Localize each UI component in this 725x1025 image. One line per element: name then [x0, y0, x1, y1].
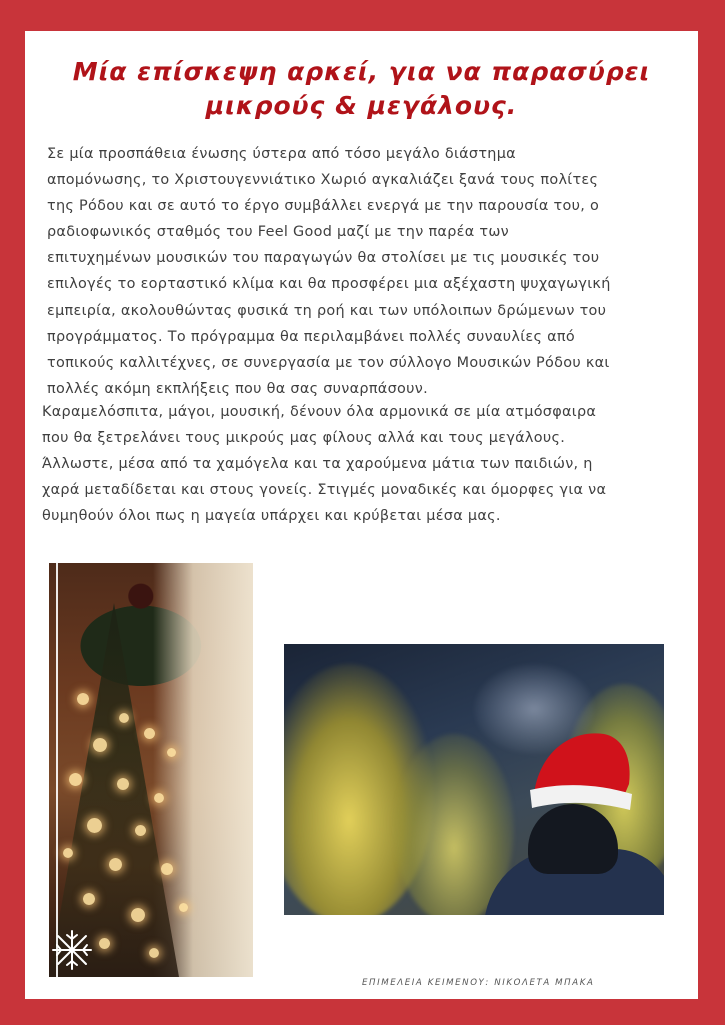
paragraph-line: πολλές ακόμη εκπλήξεις που θα σας συναρπάσουν. — [47, 380, 428, 397]
title-line-2: μικρούς & μεγάλους. — [205, 91, 518, 120]
bokeh-light — [93, 738, 107, 752]
bokeh-light — [131, 908, 145, 922]
paragraph-line: επιλογές το εορταστικό κλίμα και θα προσφέρει μια αξέχαστη ψυχαγωγική — [47, 276, 611, 293]
title-line-1: Μία επίσκεψη αρκεί, για να παρασύρει — [72, 57, 651, 86]
paragraph-line: Καραμελόσπιτα, μάγοι, μουσική, δένουν όλα αρμονικά σε μία ατμόσφαιρα — [42, 404, 597, 420]
paragraph-line: προγράμματος. Το πρόγραμμα θα περιλαμβάνει πολλές συναυλίες από — [47, 328, 575, 345]
snowflake-icon — [51, 929, 93, 971]
bokeh-light — [63, 848, 73, 858]
bokeh-light — [167, 748, 176, 757]
vertical-divider-line — [56, 563, 58, 977]
festive-lights-photo — [284, 644, 664, 915]
paragraph-line: θυμηθούν όλοι πως η μαγεία υπάρχει και κρύβεται μέσα μας. — [42, 508, 501, 525]
paragraph-line: ραδιοφωνικός σταθμός του Feel Good μαζί με την παρέα των — [47, 224, 510, 241]
paragraph-line: της Ρόδου και σε αυτό το έργο συμβάλλει ενεργά με την παρουσία του, ο — [47, 198, 600, 215]
bokeh-light — [69, 773, 82, 786]
christmas-tree-photo — [49, 563, 253, 977]
bokeh-light — [144, 728, 155, 739]
bokeh-light — [179, 903, 188, 912]
bokeh-light — [154, 793, 164, 803]
bokeh-light — [149, 948, 159, 958]
paragraph-line: εμπειρία, ακολουθώντας φυσικά τη ροή και των υπόλοιπων δρώμενων του — [47, 302, 607, 319]
document-page — [25, 31, 698, 999]
paragraph-line: χαρά μεταδίδεται και στους γονείς. Στιγμές μοναδικές και όμορφες για να — [42, 482, 607, 499]
bokeh-light — [83, 893, 95, 905]
bokeh-light — [161, 863, 173, 875]
bokeh-light — [77, 693, 89, 705]
paragraph-line: Σε μία προσπάθεια ένωσης ύστερα από τόσο μεγάλο διάστημα — [47, 146, 516, 162]
bokeh-light — [117, 778, 129, 790]
article-title — [25, 55, 698, 123]
santa-hat-icon — [524, 724, 634, 814]
paragraph-line: Άλλωστε, μέσα από τα χαμόγελα και τα χαρούμενα μάτια των παιδιών, η — [42, 456, 593, 473]
paragraph-line: επιτυχημένων μουσικών του παραγωγών θα στολίσει με τις μουσικές του — [47, 250, 600, 267]
paragraph-line: τοπικούς καλλιτέχνες, σε συνεργασία με τον σύλλογο Μουσικών Ρόδου και — [47, 354, 610, 371]
paragraph-line: που θα ξετρελάνει τους μικρούς μας φίλους αλλά και τους μεγάλους. — [42, 430, 566, 447]
second-paragraph — [42, 399, 606, 529]
paragraph-line: απομόνωσης, το Χριστουγεννιάτικο Χωριό αγκαλιάζει ξανά τους πολίτες — [47, 172, 599, 189]
intro-paragraph — [47, 141, 611, 402]
bokeh-light — [87, 818, 102, 833]
text-credit: ΕΠΙΜΕΛΕΙΑ ΚΕΙΜΕΝΟΥ: ΝΙΚΟΛΕΤΑ ΜΠΑΚΑ — [362, 978, 595, 988]
bokeh-light — [109, 858, 122, 871]
bokeh-light — [135, 825, 146, 836]
bokeh-light — [99, 938, 110, 949]
bokeh-light — [119, 713, 129, 723]
